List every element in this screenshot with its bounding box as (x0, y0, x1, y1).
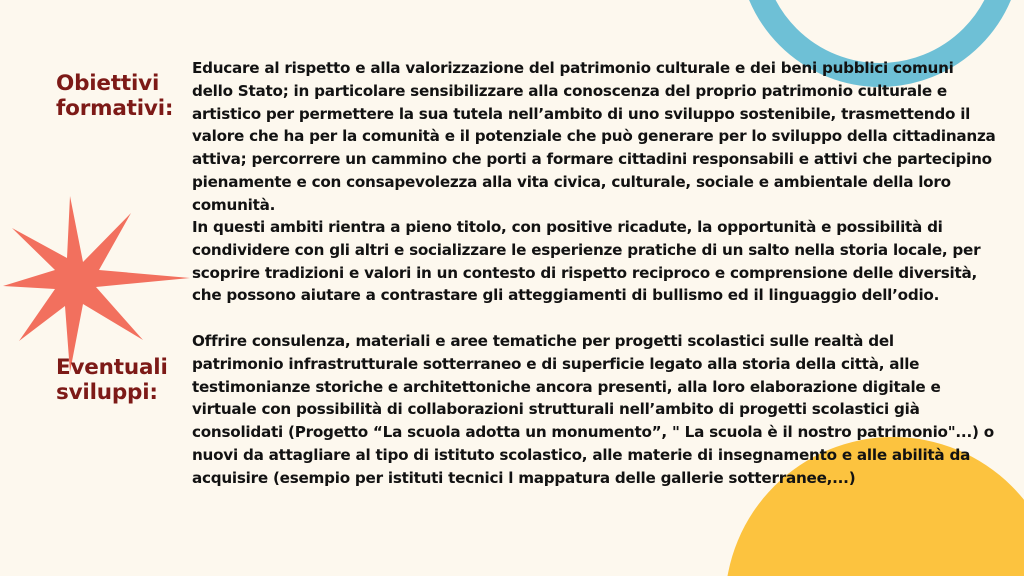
heading-line: formativi: (56, 96, 174, 121)
text-line: che possono aiutare a contrastare gli atteggiamenti di bullismo ed il linguaggio dell’odio. (192, 286, 940, 305)
heading-line: Eventuali (56, 355, 168, 380)
paragraph-obiettivi (192, 57, 996, 217)
text-line: valore che ha per la comunità e il potenziale che può generare per lo sviluppo della cittadinanza (192, 127, 996, 146)
heading-eventuali-sviluppi (56, 355, 186, 405)
paragraph-ambiti (192, 216, 992, 307)
text-line: patrimonio infrastrutturale sotterraneo e di superficie legato alla storia della città, alle (192, 354, 920, 373)
text-line: scoprire tradizioni e valori in un contesto di rispetto reciproco e comprensione delle diversità, (192, 263, 978, 282)
text-line: In questi ambiti rientra a pieno titolo, con positive ricadute, la opportunità e possibilità di (192, 218, 943, 236)
text-line: testimonianze storiche e architettoniche ancora presenti, alla loro elaborazione digitale e (192, 377, 941, 396)
text-line: pienamente e con consapevolezza alla vita civica, culturale, sociale e ambientale della loro (192, 172, 951, 191)
text-line: acquisire (esempio per istituti tecnici l mappatura delle gallerie sotterranee,...) (192, 468, 856, 487)
heading-obiettivi-formativi (56, 71, 186, 121)
text-line: attiva; percorrere un cammino che porti a formare cittadini responsabili e attivi che partecipino (192, 150, 992, 169)
text-line: Offrire consulenza, materiali e aree tematiche per progetti scolastici sulle realtà del (192, 332, 894, 350)
paragraph-sviluppi (192, 330, 992, 490)
text-line: consolidati (Progetto “La scuola adotta un monumento”, " La scuola è il nostro patrimonio"...) o (192, 423, 994, 442)
text-line: dello Stato; in particolare sensibilizzare alla conoscenza del proprio patrimonio culturale e (192, 81, 947, 100)
text-line: nuovi da attagliare al tipo di istituto scolastico, alle materie di insegnamento e alle abilità da (192, 445, 971, 464)
text-line: virtuale con possibilità di collaborazioni strutturali nell’ambito di progetti scolastici già (192, 400, 920, 419)
text-line: comunità. (192, 195, 276, 214)
text-line: Educare al rispetto e alla valorizzazione del patrimonio culturale e dei beni pubblici comuni (192, 59, 954, 77)
heading-line: Obiettivi (56, 71, 160, 96)
heading-line: sviluppi: (56, 380, 158, 405)
text-line: condividere con gli altri e socializzare le esperienze pratiche di un salto nella storia locale, per (192, 240, 981, 259)
text-line: artistico per permettere la sua tutela nell’ambito di uno sviluppo sostenibile, trasmettendo il (192, 104, 971, 123)
